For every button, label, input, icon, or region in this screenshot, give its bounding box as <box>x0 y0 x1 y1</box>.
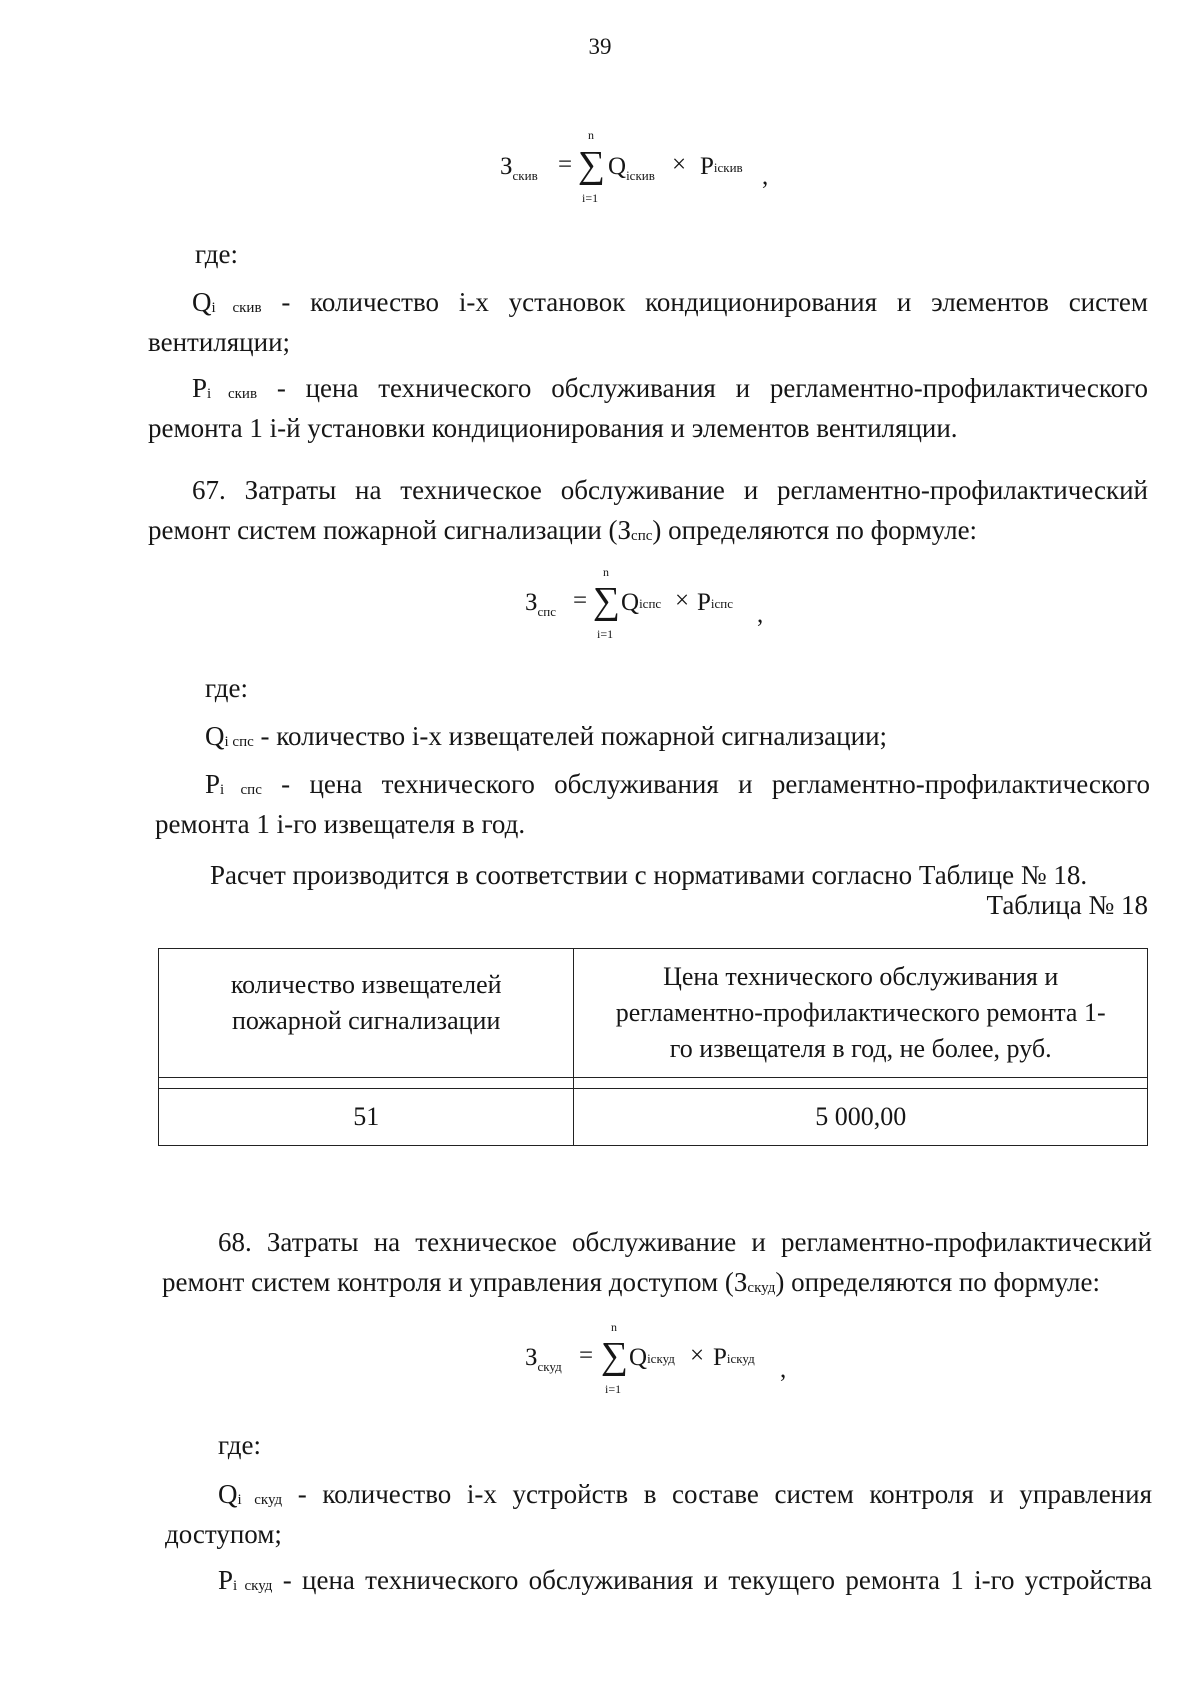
formula-lhs: $З_{спс}$ <box>525 589 557 619</box>
sum-upper-limit: n <box>603 565 609 579</box>
definition-q-skud-cont: доступом; <box>165 1519 282 1549</box>
formula-lhs: $З_{скуд}$ <box>525 1344 562 1374</box>
table-caption: Таблица № 18 <box>986 890 1148 920</box>
sum-sign: ∑ <box>601 1335 629 1377</box>
table-header-cell: Цена технического обслуживания и регламентно-профилактического ремонта 1- го извещателя в год, не более, руб. <box>574 949 1148 1078</box>
formula-lhs: $З_{скив}$ <box>500 153 538 183</box>
definition-p-skiv-cont: ремонта 1 i-й установки кондиционирования и элементов вентиляции. <box>148 413 958 443</box>
formula-skiv: $З_{скив}$ = n ∑ i=1 $Q_{iскив}$ × Piскив , <box>500 128 769 205</box>
formula-q-term: $Q_{iскив}$ <box>608 153 655 183</box>
formula-q-term: Qiскуд <box>629 1344 675 1371</box>
definition-q-skiv-cont: вентиляции; <box>148 327 291 357</box>
where-label: где: <box>205 673 248 703</box>
paragraph-67: 67. Затраты на техническое обслуживание и регламентно-профилактический <box>192 475 1148 505</box>
table-row <box>159 1089 1148 1146</box>
sum-sign: ∑ <box>593 580 621 622</box>
sum-lower-limit: i=1 <box>582 191 599 205</box>
page-number: 39 <box>588 34 612 59</box>
paragraph-68-cont: ремонт систем контроля и управления доступом (Зскуд) определяются по формуле: <box>162 1267 1101 1297</box>
formula-sps: $З_{спс}$ = n ∑ i=1 Qiспс × Piспс , <box>525 565 764 641</box>
formula-p-term: Piспс <box>697 589 734 616</box>
table-18 <box>158 948 1148 1146</box>
definition-q-sps: Qi спс - количество i-х извещателей пожарной сигнализации; <box>205 721 888 751</box>
table-header-cell: количество извещателей пожарной сигнализации <box>159 949 574 1078</box>
sum-upper-limit: n <box>588 128 594 142</box>
definition-p-sps-cont: ремонта 1 i-го извещателя в год. <box>155 809 526 839</box>
sum-sign: ∑ <box>578 144 606 186</box>
definition-p-sps: Pi спс - цена технического обслуживания и регламентно-профилактического <box>205 769 1150 799</box>
sum-lower-limit: i=1 <box>605 1382 622 1396</box>
calculation-note: Расчет производится в соответствии с нормативами согласно Таблице № 18. <box>210 860 1088 890</box>
table-cell: 51 <box>159 1089 574 1146</box>
formula-p-term: Piскив <box>700 153 743 180</box>
definition-p-skud: Pi скуд - цена технического обслуживания и текущего ремонта 1 i-го устройства <box>218 1565 1152 1595</box>
where-label: где: <box>195 239 238 269</box>
paragraph-67-cont: ремонт систем пожарной сигнализации (Зспс) определяются по формуле: <box>148 515 978 545</box>
definition-q-skud: Qi скуд - количество i-х устройств в составе систем контроля и управления <box>218 1479 1153 1509</box>
formula-p-term: Piскуд <box>713 1344 755 1371</box>
definition-q-skiv: Qi скив - количество i-х установок кондиционирования и элементов систем <box>192 287 1148 317</box>
table-cell: 5 000,00 <box>574 1089 1148 1146</box>
sum-upper-limit: n <box>611 1320 617 1334</box>
formula-skud: $З_{скуд}$ = n ∑ i=1 Qiскуд × Piскуд , <box>525 1320 787 1396</box>
table-header-row <box>159 949 1148 1078</box>
paragraph-68: 68. Затраты на техническое обслуживание и регламентно-профилактический <box>218 1227 1152 1257</box>
formula-q-term: Qiспс <box>621 589 662 616</box>
where-label: где: <box>218 1430 261 1460</box>
sum-lower-limit: i=1 <box>597 627 614 641</box>
definition-p-skiv: Pi скив - цена технического обслуживания и регламентно-профилактического <box>192 373 1148 403</box>
